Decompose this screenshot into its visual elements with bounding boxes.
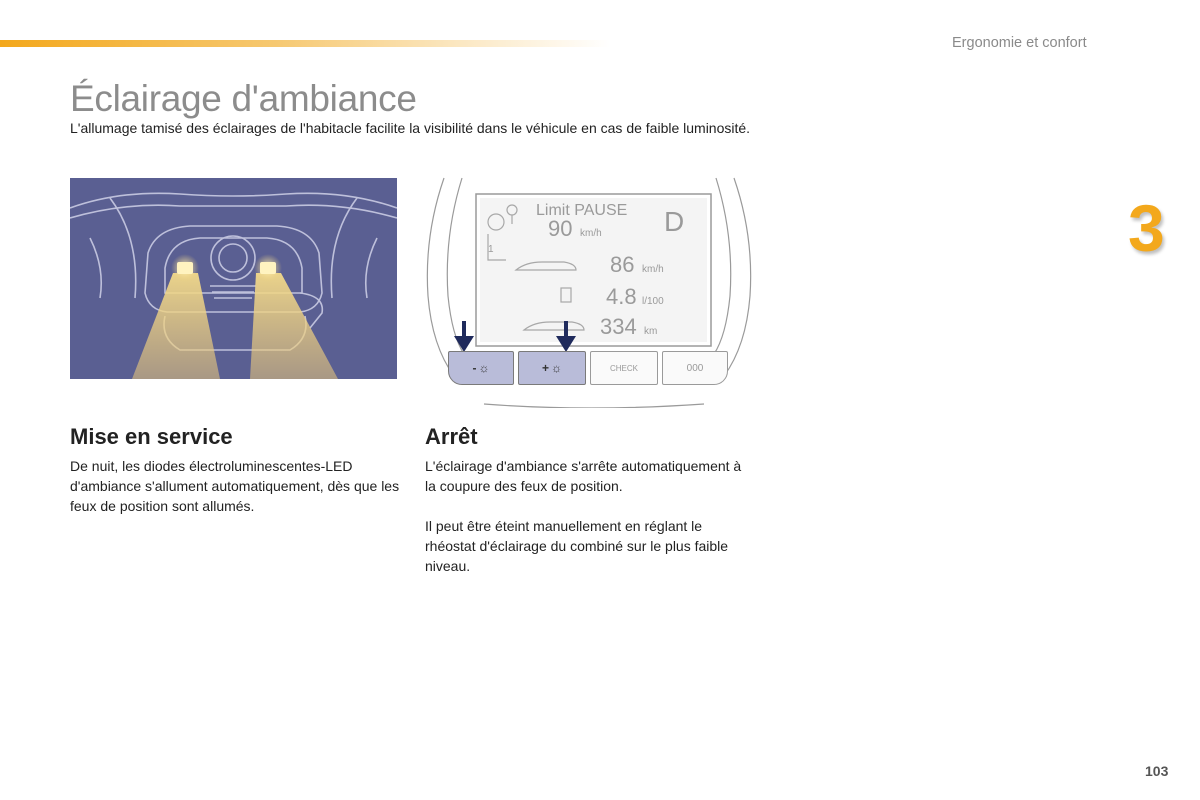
header-accent-bar <box>0 40 610 47</box>
cluster-limit-label: Limit PAUSE <box>536 202 628 219</box>
page-title: Éclairage d'ambiance <box>70 78 417 119</box>
dim-plus-button[interactable] <box>518 351 586 385</box>
text-mise-en-service: De nuit, les diodes électroluminescentes-LED d'ambiance s'allument automatiquement, dès que les feux de position sont allumés. <box>70 458 400 515</box>
dim-minus-button[interactable] <box>448 351 514 385</box>
cluster-range-unit: km <box>644 326 658 337</box>
reset-button[interactable]: 000 <box>662 351 728 385</box>
light-dimmer-icon: ☼ <box>478 361 490 375</box>
dim-minus-label: - <box>472 361 477 375</box>
page-number: 103 <box>1145 763 1169 779</box>
light-brighten-icon: ☼ <box>551 361 562 375</box>
cluster-avg-speed-unit: km/h <box>642 264 664 275</box>
cluster-speed-value: 90 <box>548 216 573 241</box>
text-arret-2: Il peut être éteint manuellement en réglant le rhéostat d'éclairage du combiné sur le plus faible niveau. <box>425 518 729 575</box>
check-button[interactable]: CHECK <box>590 351 658 385</box>
intro-text: L'allumage tamisé des éclairages de l'habitacle facilite la visibilité dans le véhicule en cas de faible luminosité. <box>70 120 751 136</box>
heading-arret: Arrêt <box>425 424 478 449</box>
cluster-consumption-unit: l/100 <box>642 296 664 307</box>
heading-mise-en-service: Mise en service <box>70 424 233 449</box>
cluster-gear-index: 1 <box>488 244 494 255</box>
instrument-cluster-illustration <box>424 176 754 408</box>
cluster-consumption: 4.8 <box>606 284 637 309</box>
cluster-gear: D <box>664 206 685 237</box>
dim-plus-label: + <box>541 361 549 375</box>
text-arret-1: L'éclairage d'ambiance s'arrête automatiquement à la coupure des feux de position. <box>425 458 742 495</box>
section-name: Ergonomie et confort <box>952 35 1087 51</box>
cluster-speed-unit: km/h <box>580 228 602 239</box>
chapter-number: 3 <box>1128 191 1165 265</box>
ceiling-light-illustration <box>70 178 397 379</box>
cluster-range: 334 <box>600 314 637 339</box>
cluster-avg-speed: 86 <box>610 252 635 277</box>
